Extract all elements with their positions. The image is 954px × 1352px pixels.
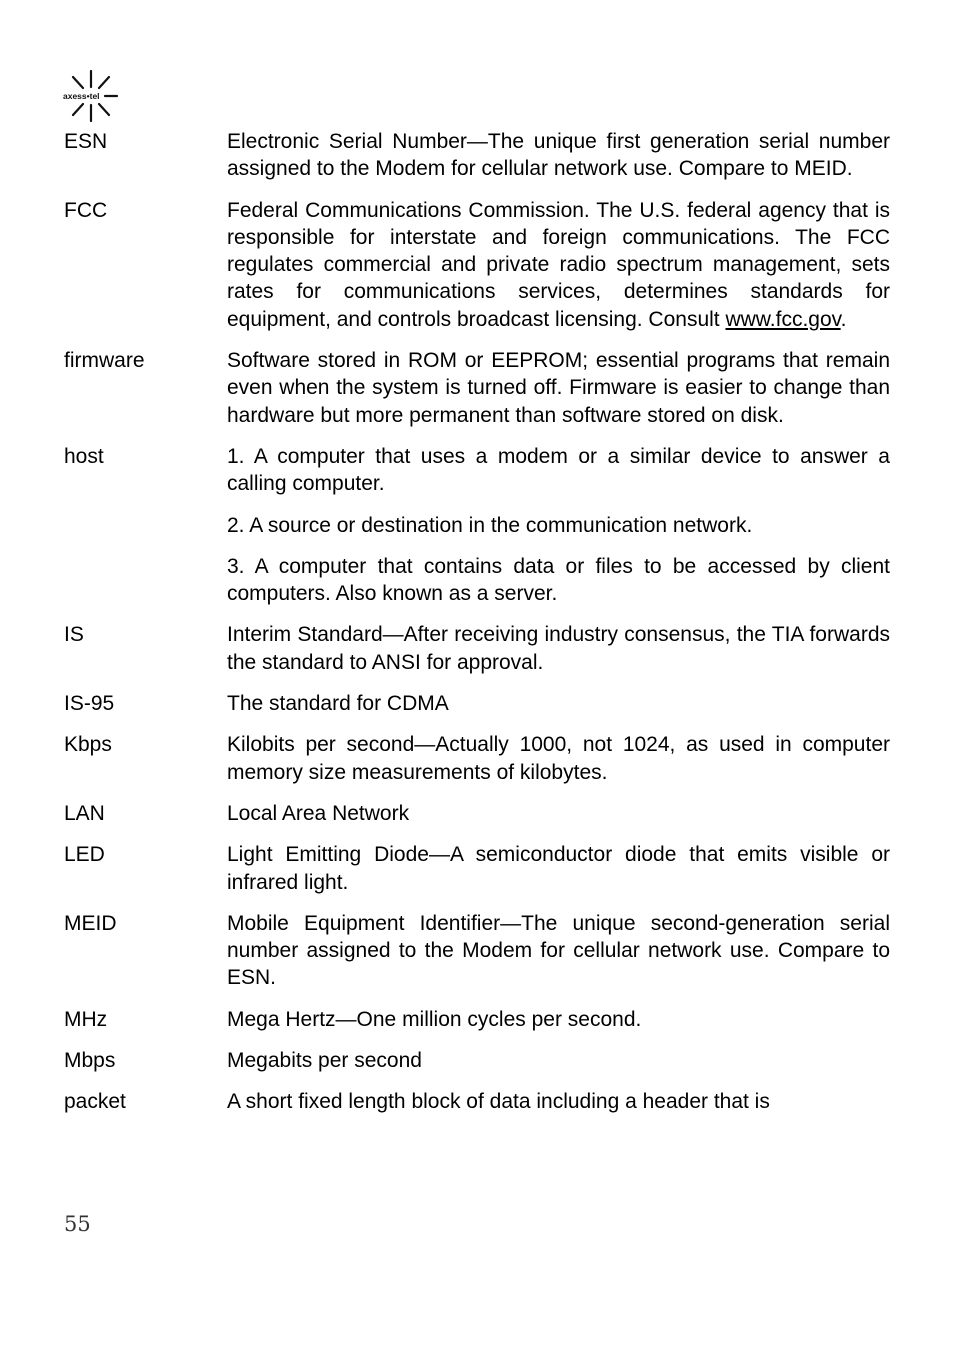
glossary-definitions <box>227 690 890 717</box>
glossary-definition: Software stored in ROM or EEPROM; essential programs that remain even when the system is turned off. Firmware is easier to change than hardware but more permanent than software stored on disk. <box>227 349 890 427</box>
glossary-entry <box>64 841 890 896</box>
glossary-term: LAN <box>64 801 105 825</box>
glossary-definition: 2. A source or destination in the communication network. <box>227 513 753 537</box>
logo-wordmark: axess•tel <box>63 91 100 101</box>
glossary-term: firmware <box>64 349 145 373</box>
definition-text: Federal Communications Commission. The U.S. federal agency that is responsible for interstate and foreign communications. The FCC regulates commercial and private radio spectrum management, sets rates for communications services, determines standards for equipment, and controls broadcast licensing. Consult <box>227 198 890 331</box>
glossary-definition <box>227 197 890 333</box>
glossary-entry <box>64 800 890 827</box>
glossary-entry <box>64 1047 890 1074</box>
glossary-entry <box>64 1088 890 1115</box>
glossary-term: host <box>64 444 104 468</box>
axesstel-logo <box>62 68 120 124</box>
glossary-term: FCC <box>64 198 108 222</box>
glossary-definitions <box>227 841 890 896</box>
fcc-website-link[interactable]: www.fcc.gov <box>725 307 841 331</box>
axesstel-starburst-icon <box>62 68 120 124</box>
glossary-entry <box>64 443 890 607</box>
glossary-definition: Local Area Network <box>227 801 410 825</box>
glossary-definitions <box>227 1006 890 1033</box>
glossary-term: packet <box>64 1090 126 1114</box>
glossary-definition: Kilobits per second—Actually 1000, not 1024, as used in computer memory size measurements of kilobytes. <box>227 733 890 784</box>
glossary-definition: Light Emitting Diode—A semiconductor diode that emits visible or infrared light. <box>227 843 890 894</box>
glossary-definition: Megabits per second <box>227 1049 422 1073</box>
page-number: 55 <box>64 1212 91 1236</box>
glossary-term: IS-95 <box>64 692 115 716</box>
glossary-definition: Mobile Equipment Identifier—The unique second-generation serial number assigned to the Modem for cellular network use. Compare to ESN. <box>227 911 890 990</box>
glossary-definition: 3. A computer that contains data or files to be accessed by client computers. Also known as a server. <box>227 554 890 606</box>
glossary-definitions <box>227 443 890 607</box>
glossary-definitions <box>227 347 890 429</box>
glossary-definitions <box>227 1088 890 1115</box>
glossary-definition: Electronic Serial Number—The unique first generation serial number assigned to the Modem for cellular network use. Compare to MEID. <box>227 130 890 181</box>
glossary-term: ESN <box>64 130 108 153</box>
glossary-entry <box>64 621 890 676</box>
glossary-definition: A short fixed length block of data including a header that is <box>227 1090 770 1114</box>
glossary-entry <box>64 197 890 333</box>
glossary-definitions <box>227 128 890 183</box>
glossary-entry <box>64 910 890 992</box>
glossary-entry <box>64 1006 890 1033</box>
glossary-definition: The standard for CDMA <box>227 692 449 716</box>
glossary-term: LED <box>64 843 105 867</box>
definition-punctuation: . <box>840 307 847 331</box>
glossary-term: MHz <box>64 1007 108 1031</box>
glossary-term: IS <box>64 623 84 647</box>
glossary-entry <box>64 128 890 183</box>
glossary-term: Mbps <box>64 1049 116 1073</box>
glossary-entry <box>64 690 890 717</box>
glossary-definitions <box>227 800 890 827</box>
glossary-term: MEID <box>64 911 117 935</box>
glossary-entry <box>64 731 890 786</box>
glossary-list <box>64 128 890 1130</box>
glossary-definitions <box>227 621 890 676</box>
glossary-definitions <box>227 1047 890 1074</box>
glossary-definitions <box>227 910 890 992</box>
glossary-definition: 1. A computer that uses a modem or a similar device to answer a calling computer. <box>227 444 890 496</box>
glossary-entry <box>64 347 890 429</box>
glossary-definition: Interim Standard—After receiving industry consensus, the TIA forwards the standard to ANSI for approval. <box>227 623 890 674</box>
glossary-definitions <box>227 731 890 786</box>
glossary-definition: Mega Hertz—One million cycles per second. <box>227 1007 642 1031</box>
glossary-definitions <box>227 197 890 333</box>
glossary-term: Kbps <box>64 733 112 757</box>
